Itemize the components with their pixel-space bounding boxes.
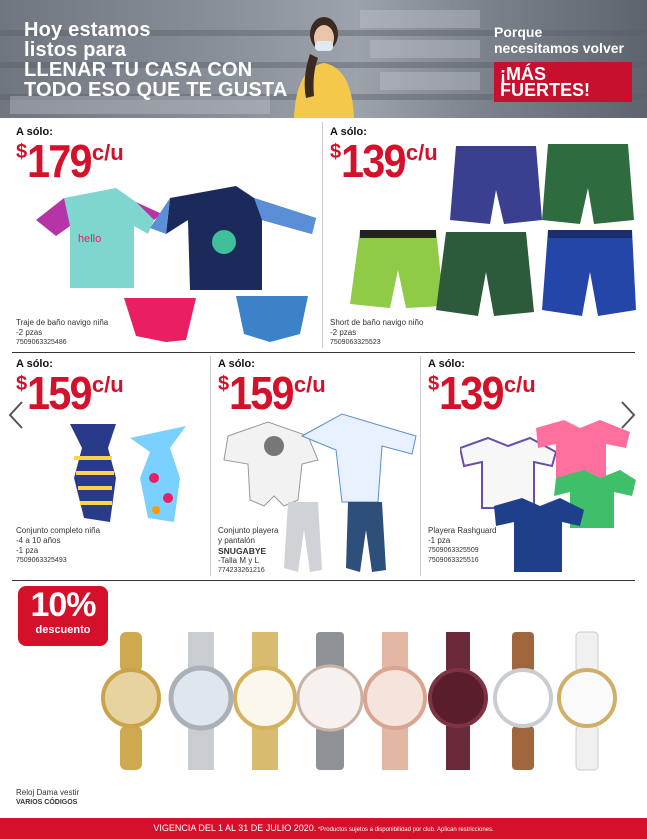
product-size: -4 a 10 años xyxy=(16,536,61,545)
column-divider xyxy=(210,356,211,576)
banner-line: TODO ESO QUE TE GUSTA xyxy=(24,79,288,101)
product-quantity: -2 pzas xyxy=(16,328,43,337)
product-name: Conjunto completo niña xyxy=(16,526,101,535)
svg-text:hello: hello xyxy=(78,233,102,245)
product-name: y pantalón xyxy=(218,536,255,545)
price-currency: $ xyxy=(428,373,440,395)
product-name: Reloj Dama vestir xyxy=(16,788,80,797)
product-description xyxy=(330,318,423,348)
product-description xyxy=(218,526,278,576)
product-description xyxy=(16,526,100,566)
price-currency: $ xyxy=(16,373,28,395)
product-description xyxy=(16,788,79,808)
slogan-line: Porque xyxy=(494,24,543,40)
price-unit: c/u xyxy=(405,140,438,165)
price-label: A sólo: xyxy=(16,358,53,370)
price-value: 139 xyxy=(439,367,503,419)
slogan-line: necesitamos volver xyxy=(494,40,624,56)
product-code: 774233261216 xyxy=(218,567,265,574)
discount-label: descuento xyxy=(35,624,91,636)
price xyxy=(16,367,124,419)
watches-image xyxy=(100,626,640,776)
price-currency: $ xyxy=(218,373,230,395)
price-unit: c/u xyxy=(91,372,124,397)
product-quantity: -2 pzas xyxy=(330,328,357,337)
product-code: 7509063325486 xyxy=(16,339,67,346)
price-value: 179 xyxy=(27,135,91,187)
price-value: 159 xyxy=(27,367,91,419)
banner-headline xyxy=(24,20,288,100)
banner-line: listos para xyxy=(24,39,127,61)
price-unit: c/u xyxy=(91,140,124,165)
product-name: Traje de baño navigo niña xyxy=(16,318,109,327)
restrictions-note: *Productos sujetos a disponibilidad por club. Aplican restricciones. xyxy=(316,827,494,833)
price-label: A sólo: xyxy=(428,358,465,370)
girl-swimsuit-set-image xyxy=(60,418,190,528)
price-label: A sólo: xyxy=(330,126,367,138)
product-name: Short de baño navigo niño xyxy=(330,318,424,327)
price-block xyxy=(16,126,124,187)
banner-slogan xyxy=(494,24,632,102)
price-currency: $ xyxy=(16,141,28,163)
price-block xyxy=(16,358,124,419)
row-divider xyxy=(12,580,635,581)
price-value: 139 xyxy=(341,135,405,187)
product-name: Playera Rashguard xyxy=(428,526,497,535)
discount-badge xyxy=(18,586,108,646)
banner-line: Hoy estamos xyxy=(24,19,151,41)
price-label: A sólo: xyxy=(16,126,53,138)
product-quantity: -1 pza xyxy=(16,546,39,555)
price xyxy=(16,135,124,187)
price-unit: c/u xyxy=(293,372,326,397)
slogan-highlight: ¡MÁS FUERTES! xyxy=(494,62,632,102)
header-banner xyxy=(0,0,647,118)
product-code: VARIOS CÓDIGOS xyxy=(16,799,78,806)
row-divider xyxy=(12,352,635,353)
product-description xyxy=(428,526,496,566)
product-code: 7509063325516 xyxy=(428,557,479,564)
banner-line: LLENAR TU CASA CON xyxy=(24,59,253,81)
price-value: 159 xyxy=(229,367,293,419)
discount-percent: 10% xyxy=(30,586,96,624)
product-size: -Talla M y L xyxy=(218,556,259,565)
price-label: A sólo: xyxy=(218,358,255,370)
validity-text: VIGENCIA DEL 1 AL 31 DE JULIO 2020. xyxy=(153,823,317,833)
validity-footer xyxy=(0,818,647,839)
price xyxy=(428,367,536,419)
product-name: Conjunto playera xyxy=(218,526,279,535)
product-quantity: -1 pza xyxy=(428,536,451,545)
price-currency: $ xyxy=(330,141,342,163)
product-code: 7509063325509 xyxy=(428,547,479,554)
product-brand: SNUGABYE xyxy=(218,546,267,556)
column-divider xyxy=(420,356,421,576)
swim-shorts-image xyxy=(336,135,636,320)
product-code: 7509063325523 xyxy=(330,339,381,346)
price-unit: c/u xyxy=(503,372,536,397)
product-description xyxy=(16,318,108,348)
column-divider xyxy=(322,122,323,348)
woman-with-mask-image xyxy=(288,8,360,118)
product-code: 7509063325493 xyxy=(16,557,67,564)
price-block xyxy=(428,358,536,419)
